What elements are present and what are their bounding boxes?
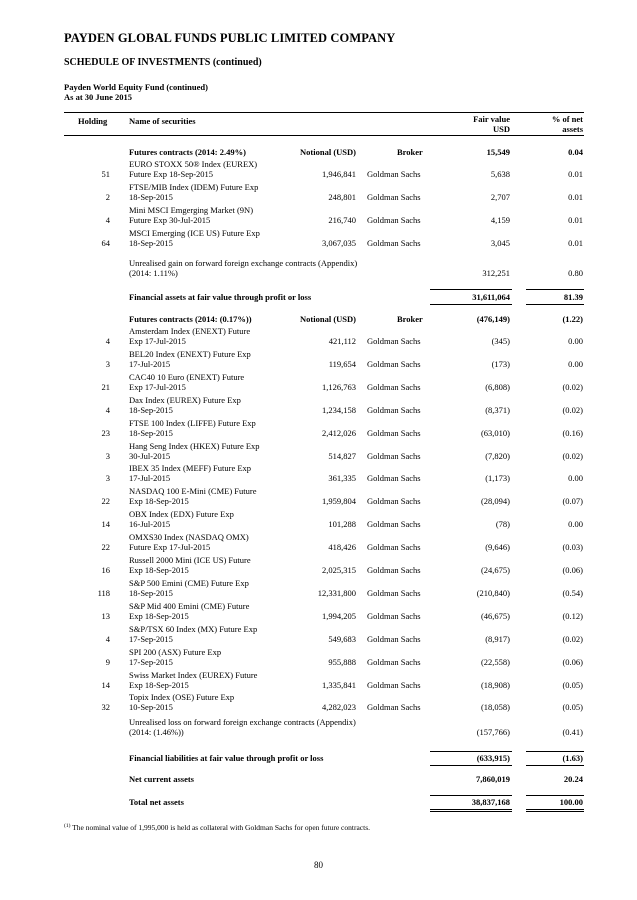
broker-cell: Goldman Sachs <box>367 496 421 507</box>
notional-cell: 1,946,841 <box>322 169 356 179</box>
table-row <box>0 670 637 690</box>
futures-liabilities-header <box>0 314 637 324</box>
table-row <box>0 349 637 369</box>
security-name-line1: FTSE/MIB Index (IDEM) Future Exp <box>129 182 259 192</box>
subtotal-rule <box>526 304 584 305</box>
col-name: Name of securities <box>129 116 196 126</box>
section-label: Futures contracts (2014: (0.17%)) <box>129 314 252 324</box>
unrealised-loss-row <box>0 717 637 737</box>
subtotal-rule <box>430 795 512 796</box>
table-row <box>0 326 637 346</box>
pct-cell: 0.01 <box>568 192 583 202</box>
table-row <box>0 463 637 483</box>
subtotal-rule <box>526 751 584 752</box>
broker-cell: Goldman Sachs <box>367 587 421 598</box>
total-net-assets-fv: 38,837,168 <box>471 797 510 807</box>
total-rule <box>526 809 584 810</box>
fair-value-cell: (18,908) <box>480 679 510 690</box>
fair-value-cell: (210,840) <box>476 587 510 598</box>
table-row <box>0 692 637 712</box>
pct-cell: (0.05) <box>562 702 583 713</box>
holding-cell: 4 <box>105 404 110 415</box>
col-pct <box>528 114 583 134</box>
fair-value-cell: (8,371) <box>485 404 510 415</box>
security-name-line2: 18-Sep-2015 <box>129 404 173 415</box>
pct-cell: (0.05) <box>562 679 583 690</box>
security-name-line1: Amsterdam Index (ENEXT) Future <box>129 326 251 336</box>
broker-cell: Goldman Sachs <box>367 565 421 575</box>
financial-liabilities-row <box>0 753 637 763</box>
col-holding: Holding <box>78 116 108 126</box>
broker-cell: Goldman Sachs <box>367 542 421 553</box>
security-name-line2: 18-Sep-2015 <box>129 587 173 598</box>
unrealised-loss-pct: (0.41) <box>562 727 583 737</box>
unrealised-gain-pct: 0.80 <box>568 268 583 278</box>
subtotal-rule <box>430 289 512 290</box>
notional-cell: 549,683 <box>328 633 356 644</box>
notional-cell: 1,994,205 <box>322 610 356 621</box>
holding-cell: 22 <box>101 496 110 507</box>
broker-cell: Goldman Sachs <box>367 633 421 644</box>
financial-liabilities-pct: (1.63) <box>562 753 583 763</box>
unrealised-gain-row <box>0 258 637 278</box>
notional-cell: 2,025,315 <box>322 565 356 575</box>
broker-cell: Goldman Sachs <box>367 192 421 202</box>
pct-cell: (0.02) <box>562 450 583 461</box>
security-name-line2: 10-Sep-2015 <box>129 702 173 713</box>
section-fair-value: (476,149) <box>476 314 510 324</box>
security-name-line2: 30-Jul-2015 <box>129 450 171 461</box>
financial-assets-pct: 81.39 <box>563 292 583 302</box>
section-fair-value: 15,549 <box>486 147 510 157</box>
security-name-line1: Dax Index (EUREX) Future Exp <box>129 394 241 405</box>
pct-cell: (0.06) <box>562 656 583 667</box>
broker-header: Broker <box>397 314 423 324</box>
unrealised-gain-label: Unrealised gain on forward foreign exchange contracts (Appendix) <box>129 258 358 268</box>
security-name-line1: OBX Index (EDX) Future Exp <box>129 509 234 520</box>
pct-cell: (0.03) <box>562 542 583 553</box>
fair-value-cell: (24,675) <box>480 565 510 575</box>
fair-value-cell: (46,675) <box>480 610 510 621</box>
total-net-assets-row <box>0 797 637 807</box>
security-name-line1: CAC40 10 Euro (ENEXT) Future <box>129 371 245 382</box>
table-row <box>0 509 637 529</box>
broker-cell: Goldman Sachs <box>367 473 421 484</box>
subtotal-rule <box>526 795 584 796</box>
table-row <box>0 395 637 415</box>
fair-value-cell: 5,638 <box>490 169 510 179</box>
security-name-line2: Exp 18-Sep-2015 <box>129 565 189 575</box>
pct-cell: 0.01 <box>568 238 583 248</box>
holding-cell: 51 <box>101 169 110 179</box>
security-name-line1: S&P/TSX 60 Index (MX) Future Exp <box>129 623 258 634</box>
notional-cell: 119,654 <box>328 358 356 369</box>
broker-cell: Goldman Sachs <box>367 610 421 621</box>
table-row <box>0 486 637 506</box>
subtotal-rule <box>430 765 512 766</box>
notional-cell: 3,067,035 <box>322 238 356 248</box>
security-name-line1: Mini MSCI Emgerging Market (9N) <box>129 205 254 215</box>
footnote <box>64 823 370 832</box>
fair-value-cell: (7,820) <box>485 450 510 461</box>
security-name-line1: Russell 2000 Mini (ICE US) Future <box>129 555 251 565</box>
security-name-line1: SPI 200 (ASX) Future Exp <box>129 646 222 657</box>
fund-name: Payden World Equity Fund (continued) <box>64 82 208 92</box>
broker-cell: Goldman Sachs <box>367 427 421 438</box>
pct-cell: (0.02) <box>562 633 583 644</box>
table-row <box>0 182 637 202</box>
pct-cell: 0.01 <box>568 169 583 179</box>
as-at-date: As at 30 June 2015 <box>64 92 133 102</box>
total-rule <box>526 811 584 812</box>
holding-cell: 4 <box>105 215 110 225</box>
col-fair-value <box>432 114 510 134</box>
security-name-line2: Future Exp 17-Jul-2015 <box>129 542 211 553</box>
pct-cell: 0.00 <box>568 519 583 530</box>
pct-cell: (0.07) <box>562 496 583 507</box>
security-name-line2: 17-Jul-2015 <box>129 473 171 484</box>
holding-cell: 3 <box>105 358 110 369</box>
broker-cell: Goldman Sachs <box>367 215 421 225</box>
notional-header: Notional (USD) <box>300 314 356 324</box>
security-name-line2: 18-Sep-2015 <box>129 192 173 202</box>
holding-cell: 23 <box>101 427 110 438</box>
pct-cell: (0.06) <box>562 565 583 575</box>
holding-cell: 4 <box>105 336 110 346</box>
unrealised-gain-comparative: (2014: 1.11%) <box>129 268 178 278</box>
financial-liabilities-label: Financial liabilities at fair value through profit or loss <box>129 753 324 763</box>
holding-cell: 13 <box>101 610 110 621</box>
table-row <box>0 159 637 179</box>
security-name-line2: 17-Sep-2015 <box>129 656 173 667</box>
futures-assets-header <box>0 147 637 157</box>
holding-cell: 64 <box>101 238 110 248</box>
pct-cell: 0.00 <box>568 336 583 346</box>
section-pct: 0.04 <box>568 147 583 157</box>
security-name-line2: Exp 17-Jul-2015 <box>129 336 186 346</box>
table-row <box>0 555 637 575</box>
holding-cell: 4 <box>105 633 110 644</box>
broker-cell: Goldman Sachs <box>367 702 421 713</box>
broker-cell: Goldman Sachs <box>367 358 421 369</box>
security-name-line2: Exp 17-Jul-2015 <box>129 381 186 392</box>
broker-cell: Goldman Sachs <box>367 450 421 461</box>
broker-cell: Goldman Sachs <box>367 404 421 415</box>
subtotal-rule <box>430 304 512 305</box>
security-name-line2: Future Exp 18-Sep-2015 <box>129 169 214 179</box>
security-name-line1: NASDAQ 100 E-Mini (CME) Future <box>129 486 257 497</box>
net-current-assets-label: Net current assets <box>129 774 194 784</box>
fair-value-cell: (78) <box>495 519 510 530</box>
security-name-line1: IBEX 35 Index (MEFF) Future Exp <box>129 463 252 474</box>
fair-value-cell: (28,094) <box>480 496 510 507</box>
notional-cell: 514,827 <box>328 450 356 461</box>
broker-cell: Goldman Sachs <box>367 656 421 667</box>
unrealised-gain-fv: 312,251 <box>482 268 510 278</box>
net-current-assets-fv: 7,860,019 <box>476 774 510 784</box>
pct-cell: (0.02) <box>562 381 583 392</box>
pct-cell: 0.00 <box>568 358 583 369</box>
security-name-line2: 18-Sep-2015 <box>129 238 173 248</box>
fair-value-cell: (18,058) <box>480 702 510 713</box>
security-name-line2: Exp 18-Sep-2015 <box>129 679 189 690</box>
table-row <box>0 601 637 621</box>
pct-cell: (0.16) <box>562 427 583 438</box>
broker-cell: Goldman Sachs <box>367 238 421 248</box>
subtotal-rule <box>526 289 584 290</box>
notional-cell: 361,335 <box>328 473 356 484</box>
table-row <box>0 441 637 461</box>
security-name-line2: Exp 18-Sep-2015 <box>129 496 189 507</box>
notional-cell: 1,335,841 <box>322 679 356 690</box>
holding-cell: 2 <box>105 192 110 202</box>
notional-cell: 12,331,800 <box>317 587 356 598</box>
page-number: 80 <box>314 860 323 870</box>
fair-value-cell: (6,808) <box>485 381 510 392</box>
holding-cell: 16 <box>101 565 110 575</box>
net-current-assets-pct: 20.24 <box>563 774 583 784</box>
broker-header: Broker <box>397 147 423 157</box>
security-name-line2: 17-Sep-2015 <box>129 633 173 644</box>
broker-cell: Goldman Sachs <box>367 336 421 346</box>
fair-value-cell: 2,707 <box>490 192 510 202</box>
holding-cell: 118 <box>97 587 110 598</box>
col-fair-value-line2: USD <box>492 124 510 134</box>
notional-cell: 1,959,804 <box>322 496 356 507</box>
broker-cell: Goldman Sachs <box>367 169 421 179</box>
total-net-assets-pct: 100.00 <box>559 797 583 807</box>
security-name-line1: S&P Mid 400 Emini (CME) Future <box>129 600 250 611</box>
security-name-line2: Future Exp 30-Jul-2015 <box>129 215 211 225</box>
footnote-marker: (1) <box>64 823 71 829</box>
holding-cell: 14 <box>101 679 110 690</box>
table-row <box>0 578 637 598</box>
fair-value-cell: (63,010) <box>480 427 510 438</box>
security-name-line1: BEL20 Index (ENEXT) Future Exp <box>129 348 251 359</box>
total-rule <box>430 809 512 810</box>
table-header <box>64 112 584 136</box>
pct-cell: 0.00 <box>568 473 583 484</box>
holding-cell: 14 <box>101 519 110 530</box>
pct-cell: (0.12) <box>562 610 583 621</box>
holding-cell: 9 <box>105 656 110 667</box>
financial-assets-label: Financial assets at fair value through profit or loss <box>129 292 312 302</box>
security-name-line1: OMXS30 Index (NASDAQ OMX) <box>129 532 249 543</box>
notional-cell: 1,234,158 <box>322 404 356 415</box>
footnote-text: The nominal value of 1,995,000 is held as collateral with Goldman Sachs for open future contracts. <box>72 823 371 832</box>
total-rule <box>430 811 512 812</box>
notional-cell: 216,740 <box>328 215 356 225</box>
holding-cell: 32 <box>101 702 110 713</box>
notional-cell: 421,112 <box>328 336 356 346</box>
section-label: Futures contracts (2014: 2.49%) <box>129 147 246 157</box>
table-row <box>0 647 637 667</box>
table-row <box>0 228 637 248</box>
subtotal-rule <box>430 751 512 752</box>
broker-cell: Goldman Sachs <box>367 679 421 690</box>
schedule-title: SCHEDULE OF INVESTMENTS (continued) <box>64 57 262 68</box>
notional-cell: 2,412,026 <box>322 427 356 438</box>
table-row <box>0 532 637 552</box>
security-name-line1: MSCI Emerging (ICE US) Future Exp <box>129 228 260 238</box>
fair-value-cell: 3,045 <box>490 238 510 248</box>
net-current-assets-row <box>0 774 637 784</box>
financial-liabilities-fv: (633,915) <box>476 753 510 763</box>
holding-cell: 3 <box>105 473 110 484</box>
security-name-line1: Hang Seng Index (HKEX) Future Exp <box>129 440 260 451</box>
col-pct-line2: assets <box>562 124 583 134</box>
security-name-line1: FTSE 100 Index (LIFFE) Future Exp <box>129 417 256 428</box>
table-row <box>0 418 637 438</box>
pct-cell: 0.01 <box>568 215 583 225</box>
notional-header: Notional (USD) <box>300 147 356 157</box>
fair-value-cell: (1,173) <box>485 473 510 484</box>
fair-value-cell: (173) <box>491 358 510 369</box>
company-title: PAYDEN GLOBAL FUNDS PUBLIC LIMITED COMPANY <box>64 31 396 45</box>
notional-cell: 4,282,023 <box>322 702 356 713</box>
security-name-line1: EURO STOXX 50® Index (EUREX) <box>129 159 258 169</box>
table-row <box>0 624 637 644</box>
col-pct-line1: % of net <box>551 114 583 124</box>
table-row <box>0 205 637 225</box>
subtotal-rule <box>526 765 584 766</box>
notional-cell: 955,888 <box>328 656 356 667</box>
fair-value-cell: (22,558) <box>480 656 510 667</box>
fair-value-cell: 4,159 <box>490 215 510 225</box>
fair-value-cell: (8,917) <box>485 633 510 644</box>
security-name-line1: Topix Index (OSE) Future Exp <box>129 692 235 703</box>
holding-cell: 21 <box>101 381 110 392</box>
security-name-line2: 16-Jul-2015 <box>129 519 171 530</box>
security-name-line1: S&P 500 Emini (CME) Future Exp <box>129 577 249 588</box>
notional-cell: 1,126,763 <box>322 381 356 392</box>
financial-assets-fv: 31,611,064 <box>472 292 510 302</box>
unrealised-loss-fv: (157,766) <box>476 727 510 737</box>
fund-heading <box>64 82 208 102</box>
security-name-line2: 18-Sep-2015 <box>129 427 173 438</box>
total-net-assets-label: Total net assets <box>129 797 184 807</box>
table-row <box>0 372 637 392</box>
fair-value-cell: (345) <box>491 336 510 346</box>
col-fair-value-line1: Fair value <box>473 114 510 124</box>
notional-cell: 248,801 <box>328 192 356 202</box>
notional-cell: 101,288 <box>328 519 356 530</box>
notional-cell: 418,426 <box>328 542 356 553</box>
security-name-line2: 17-Jul-2015 <box>129 358 171 369</box>
security-name-line1: Swiss Market Index (EUREX) Future <box>129 669 258 680</box>
holding-cell: 22 <box>101 542 110 553</box>
pct-cell: (0.02) <box>562 404 583 415</box>
unrealised-loss-comparative: (2014: (1.46%)) <box>129 727 184 737</box>
holding-cell: 3 <box>105 450 110 461</box>
unrealised-loss-label: Unrealised loss on forward foreign exchange contracts (Appendix) <box>129 717 356 727</box>
fair-value-cell: (9,646) <box>485 542 510 553</box>
pct-cell: (0.54) <box>562 587 583 598</box>
financial-assets-row <box>0 292 637 302</box>
broker-cell: Goldman Sachs <box>367 519 421 530</box>
section-pct: (1.22) <box>562 314 583 324</box>
broker-cell: Goldman Sachs <box>367 381 421 392</box>
security-name-line2: Exp 18-Sep-2015 <box>129 610 189 621</box>
